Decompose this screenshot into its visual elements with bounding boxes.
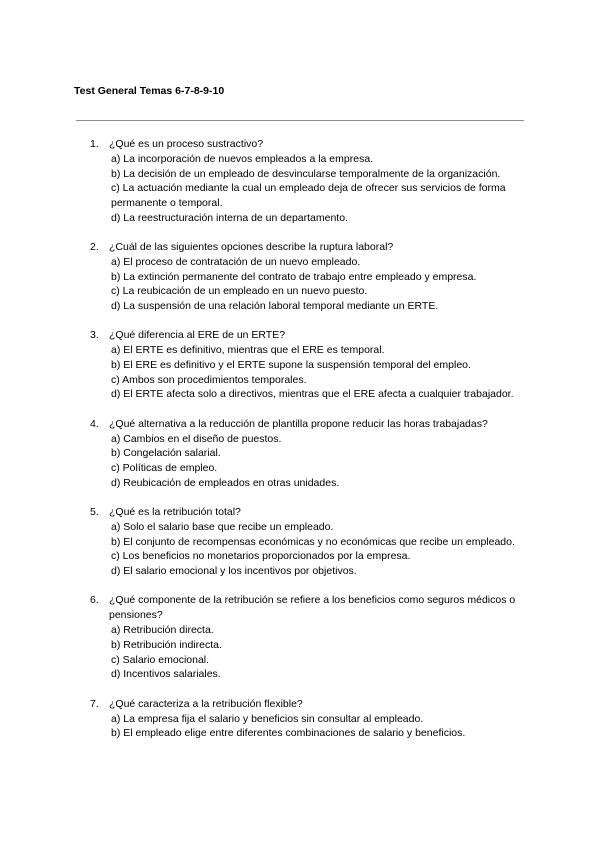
answer-options [90,343,530,402]
answer-option: c) La reubicación de un empleado en un nuevo puesto. [111,285,368,298]
question-text: ¿Qué es la retribución total? [109,505,241,518]
question-item [90,697,530,741]
question-text: ¿Cuál de las siguientes opciones describe la ruptura laboral? [109,241,394,254]
answer-option: b) Retribución indirecta. [111,638,222,651]
question-text: ¿Qué alternativa a la reducción de plantilla propone reducir las horas trabajadas? [109,417,488,430]
answer-option: c) Salario emocional. [111,653,210,666]
question-line [90,417,530,432]
question-line [90,328,530,343]
question-number: 4. [90,417,99,430]
answer-option: a) La incorporación de nuevos empleados a la empresa. [111,153,374,165]
answer-option: c) Los beneficios no monetarios proporcionados por la empresa. [111,550,411,563]
question-text: ¿Qué diferencia al ERE de un ERTE? [109,329,286,342]
answer-options [90,255,530,314]
question-number: 2. [90,241,99,254]
answer-option: a) Solo el salario base que recibe un empleado. [111,520,334,533]
question-item [90,328,530,402]
question-line [90,697,530,712]
answer-option: b) El empleado elige entre diferentes combinaciones de salario y beneficios. [111,727,466,740]
answer-option: a) La empresa fija el salario y beneficios sin consultar al empleado. [111,712,424,725]
answer-option: b) Congelación salarial. [111,447,221,460]
answer-option: d) La suspensión de una relación laboral temporal mediante un ERTE. [111,300,439,313]
question-text: ¿Qué es un proceso sustractivo? [109,138,264,150]
answer-option: d) La reestructuración interna de un departamento. [111,211,348,224]
answer-option: b) La decisión de un empleado de desvincularse temporalmente de la organización. [111,167,501,180]
answer-option: d) El ERTE afecta solo a directivos, mientras que el ERE afecta a cualquier trabajador. [111,388,514,401]
answer-options [90,520,530,579]
question-number: 3. [90,329,99,342]
answer-options [90,432,530,491]
question-line [90,137,530,152]
answer-option: a) El ERTE es definitivo, mientras que el ERE es temporal. [111,344,385,357]
answer-option: a) El proceso de contratación de un nuevo empleado. [111,256,361,269]
question-item [90,137,530,226]
answer-option: a) Cambios en el diseño de puestos. [111,432,282,445]
answer-option: a) Retribución directa. [111,624,214,637]
question-text: ¿Qué caracteriza a la retribución flexible? [109,697,303,710]
answer-option: d) Reubicación de empleados en otras unidades. [111,476,340,489]
question-number: 1. [90,138,99,150]
question-line [90,240,530,255]
question-number: 6. [90,594,99,607]
question-line [90,505,530,520]
question-item [90,417,530,491]
answer-option: d) Incentivos salariales. [111,668,221,681]
answer-options [90,623,530,682]
question-item [90,240,530,314]
answer-option: b) La extinción permanente del contrato de trabajo entre empleado y empresa. [111,270,477,283]
document-title: Test General Temas 6-7-8-9-10 [74,85,225,97]
answer-options [90,712,530,741]
question-item [90,505,530,579]
answer-option: b) El conjunto de recompensas económicas y no económicas que recibe un empleado. [111,535,515,548]
answer-option: b) El ERE es definitivo y el ERTE supone la suspensión temporal del empleo. [111,359,471,372]
answer-options [90,152,530,226]
title-divider [76,120,524,121]
question-line [90,593,530,623]
answer-option: d) El salario emocional y los incentivos por objetivos. [111,565,357,578]
question-number: 7. [90,697,99,710]
answer-option: c) Ambos son procedimientos temporales. [111,373,307,386]
question-number: 5. [90,505,99,518]
question-list [90,137,530,755]
answer-option: c) Políticas de empleo. [111,462,218,475]
question-item [90,593,530,682]
answer-option: c) La actuación mediante la cual un empleado deja de ofrecer sus servicios de forma permanente o temporal. [111,182,506,210]
question-text: ¿Qué componente de la retribución se refiere a los beneficios como seguros médicos o pensiones? [109,594,516,622]
